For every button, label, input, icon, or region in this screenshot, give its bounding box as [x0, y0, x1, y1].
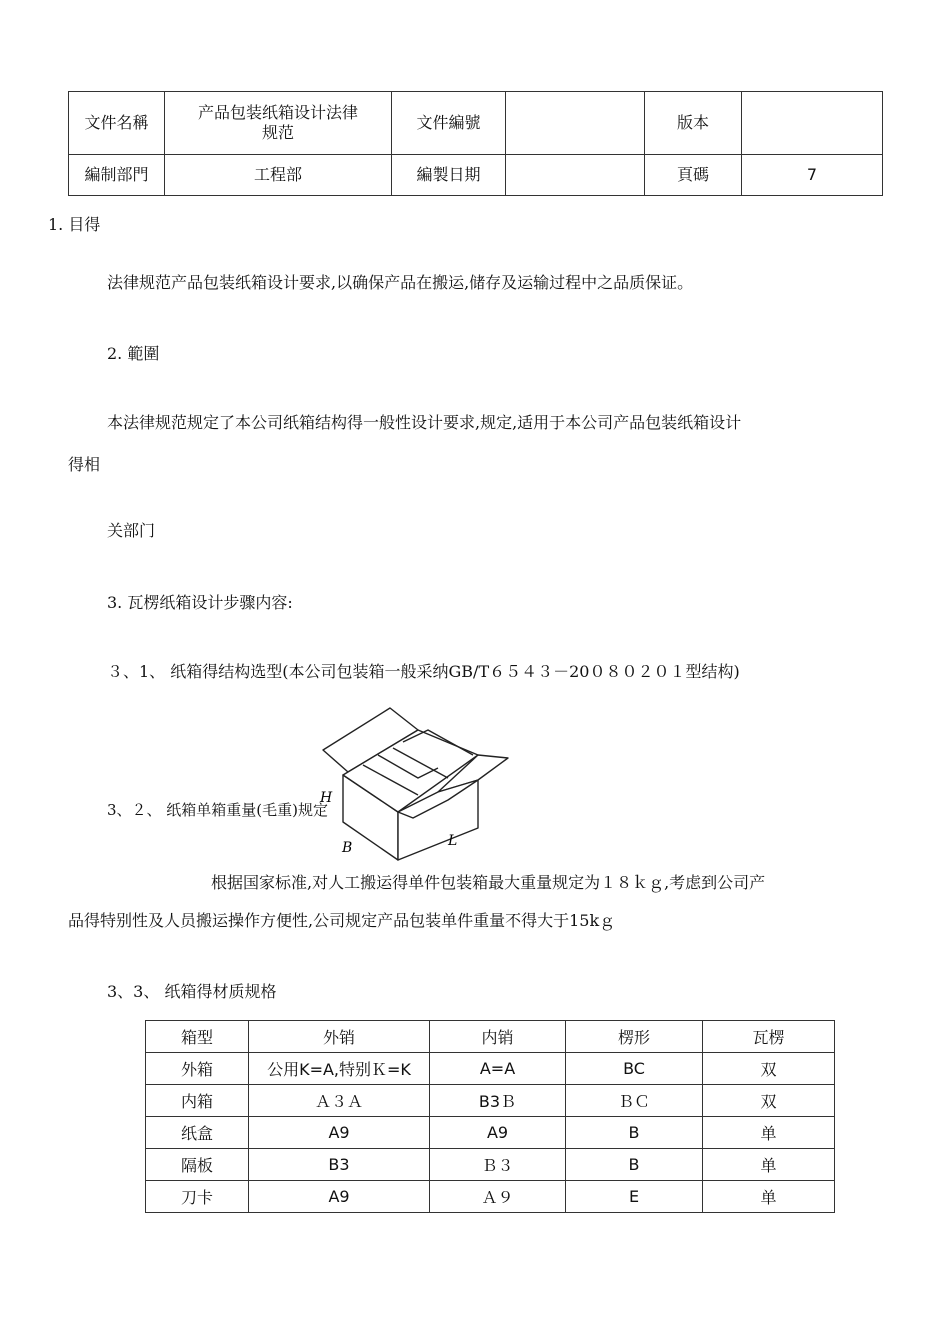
- material-spec-table: [145, 1020, 835, 1213]
- table-cell: 单: [703, 1117, 835, 1149]
- table-row: [146, 1149, 835, 1181]
- col-header: 楞形: [566, 1021, 703, 1053]
- doc-name-line1: 产品包装纸箱设计法律: [197, 103, 358, 122]
- section-2-heading: 2. 範圍: [107, 344, 160, 363]
- table-cell: BC: [566, 1053, 703, 1085]
- section-3-1: ３、1、 纸箱得结构选型(本公司包装箱一般采纳GB/T６５４３－20０８０２０１型结构): [107, 662, 740, 681]
- doc-no-value: [506, 92, 645, 155]
- label-h: H: [320, 790, 333, 806]
- table-row: [146, 1181, 835, 1213]
- label-l: L: [448, 833, 458, 849]
- section-3-2-text-line2: 品得特别性及人员搬运操作方便性,公司规定产品包装单件重量不得大于15kｇ: [68, 911, 616, 930]
- date-value: [506, 155, 645, 196]
- section-2-text-line1: 本法律规范规定了本公司纸箱结构得一般性设计要求,规定,适用于本公司产品包装纸箱设计: [107, 413, 742, 432]
- table-cell: 隔板: [146, 1149, 249, 1181]
- col-header: 瓦楞: [703, 1021, 835, 1053]
- table-cell: B3: [249, 1149, 430, 1181]
- section-1-text: 法律规范产品包装纸箱设计要求,以确保产品在搬运,储存及运输过程中之品质保证。: [107, 273, 694, 292]
- version-value: [742, 92, 883, 155]
- table-cell: 双: [703, 1085, 835, 1117]
- section-3-2: 3、２、 纸箱单箱重量(毛重)规定: [107, 801, 329, 819]
- section-1-heading: 1. 目得: [48, 215, 101, 234]
- table-cell: B3Ｂ: [430, 1085, 566, 1117]
- table-cell: E: [566, 1181, 703, 1213]
- carton-structure-figure: [318, 700, 518, 865]
- table-cell: A9: [249, 1117, 430, 1149]
- table-cell: 纸盒: [146, 1117, 249, 1149]
- document-header-table: [68, 91, 883, 196]
- table-cell: B: [566, 1117, 703, 1149]
- table-row: [146, 1053, 835, 1085]
- table-cell: Ａ３Ａ: [249, 1085, 430, 1117]
- table-cell: B: [566, 1149, 703, 1181]
- page-value: 7: [742, 155, 883, 196]
- table-cell: Ｂ３: [430, 1149, 566, 1181]
- page-label: 頁碼: [645, 155, 742, 196]
- col-header: 箱型: [146, 1021, 249, 1053]
- table-cell: 单: [703, 1181, 835, 1213]
- section-3-3: 3、3、 纸箱得材质规格: [107, 982, 277, 1001]
- table-row: [146, 1117, 835, 1149]
- table-cell: 双: [703, 1053, 835, 1085]
- table-cell: 公用K=A,特别Ｋ=K: [249, 1053, 430, 1085]
- section-3-heading: 3. 瓦楞纸箱设计步骤内容:: [107, 593, 293, 612]
- table-cell: Ａ９: [430, 1181, 566, 1213]
- section-2-text-line2: 得相: [68, 455, 101, 474]
- label-b: B: [342, 840, 353, 856]
- doc-name-value: [165, 92, 392, 155]
- table-cell: 外箱: [146, 1053, 249, 1085]
- table-cell: A=A: [430, 1053, 566, 1085]
- version-label: 版本: [645, 92, 742, 155]
- section-2-text-line3: 关部门: [107, 521, 156, 540]
- date-label: 編製日期: [392, 155, 506, 196]
- dept-value: 工程部: [165, 155, 392, 196]
- table-cell: A9: [430, 1117, 566, 1149]
- doc-name-line2: 规范: [261, 123, 294, 142]
- table-cell: 单: [703, 1149, 835, 1181]
- table-cell: 内箱: [146, 1085, 249, 1117]
- doc-no-label: 文件編號: [392, 92, 506, 155]
- table-header-row: [146, 1021, 835, 1053]
- doc-name-label: 文件名稱: [69, 92, 165, 155]
- dept-label: 編制部門: [69, 155, 165, 196]
- col-header: 外销: [249, 1021, 430, 1053]
- col-header: 内销: [430, 1021, 566, 1053]
- table-cell: ＢＣ: [566, 1085, 703, 1117]
- table-cell: A9: [249, 1181, 430, 1213]
- section-3-2-text-line1: 根据国家标准,对人工搬运得单件包装箱最大重量规定为１８ｋｇ,考虑到公司产: [211, 873, 766, 892]
- table-cell: 刀卡: [146, 1181, 249, 1213]
- table-row: [146, 1085, 835, 1117]
